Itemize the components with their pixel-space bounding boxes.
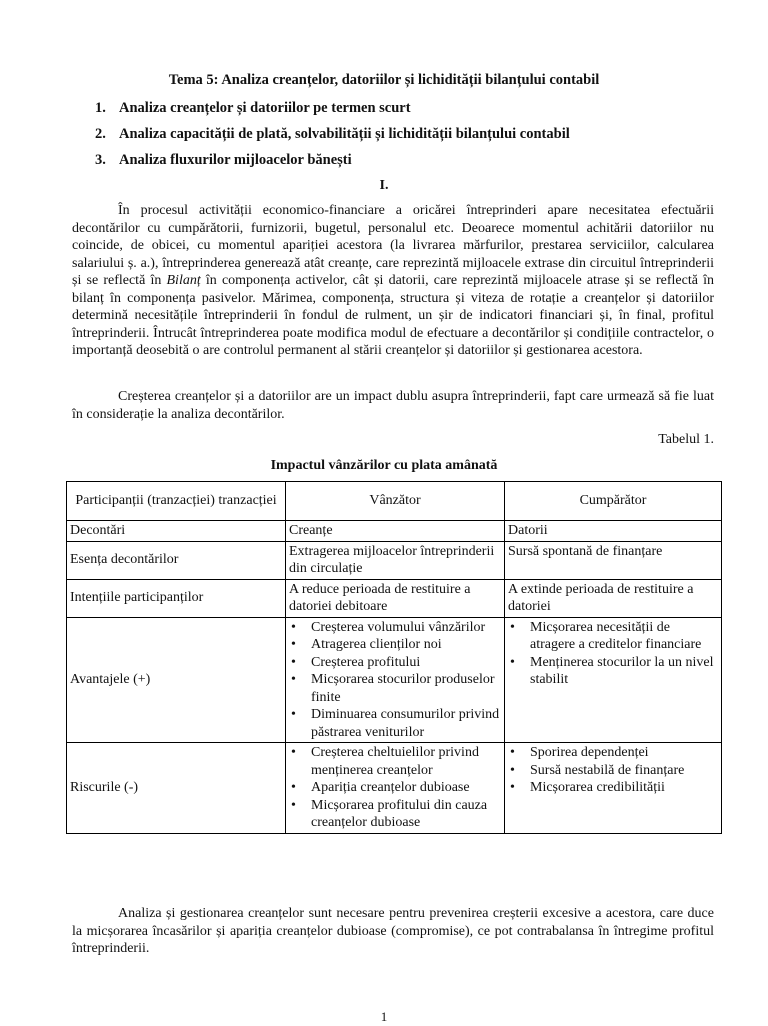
table-header-row <box>67 482 722 521</box>
impact-table <box>66 481 722 834</box>
row-label: Intențiile participanților <box>67 579 286 617</box>
bullet-list <box>289 744 501 832</box>
table-row-advantages <box>67 617 722 743</box>
seller-cell: Extragerea mijloacelor întreprinderii din circulație <box>286 541 505 579</box>
list-item: • Micșorarea profitului din cauza creanțelor dubioase <box>311 797 501 832</box>
document-title: Tema 5: Analiza creanțelor, datoriilor și lichidității bilanțului contabil <box>168 72 600 88</box>
table-row <box>67 579 722 617</box>
impact-paragraph: Creșterea creanțelor și a datoriilor are un impact dublu asupra întreprinderii, fapt care urmează să fie luat în considerație la analiza decontărilor. <box>72 389 714 422</box>
table-title: Impactul vânzărilor cu plata amânată <box>270 458 498 473</box>
bullet-list <box>508 619 718 689</box>
row-label: Decontări <box>67 521 286 542</box>
seller-cell: Creanțe <box>286 521 505 542</box>
page-number: 1 <box>380 1009 388 1024</box>
outline-item: 2. Analiza capacității de plată, solvabilității și lichidității bilanțului contabil <box>95 126 570 142</box>
buyer-cell: Sursă spontană de finanțare <box>505 541 722 579</box>
list-item: • Atragerea clienților noi <box>311 636 501 654</box>
row-label: Esența decontărilor <box>67 541 286 579</box>
table-row-risks <box>67 743 722 834</box>
outline-item: 1. Analiza creanțelor și datoriilor pe termen scurt <box>95 100 411 116</box>
table-number: Tabelul 1. <box>658 432 714 447</box>
seller-cell: A reduce perioada de restituire a datoriei debitoare <box>286 579 505 617</box>
list-item: • Creșterea volumului vânzărilor <box>311 619 501 637</box>
list-item: • Diminuarea consumurilor privind păstrarea veniturilor <box>311 706 501 741</box>
row-label: Riscurile (-) <box>67 743 286 834</box>
list-item: • Sursă nestabilă de finanțare <box>530 762 718 780</box>
list-item: • Menținerea stocurilor la un nivel stabilit <box>530 654 718 689</box>
buyer-cell: Datorii <box>505 521 722 542</box>
list-item: • Micșorarea credibilității <box>530 779 718 797</box>
buyer-cell: A extinde perioada de restituire a datoriei <box>505 579 722 617</box>
topic-outline <box>95 98 570 176</box>
bullet-list <box>508 744 718 797</box>
list-item: • Micșorarea stocurilor produselor finite <box>311 671 501 706</box>
outline-item: 3. Analiza fluxurilor mijloacelor bănești <box>95 152 352 168</box>
header-cell: Participanții (tranzacției) tranzacției <box>67 482 286 521</box>
list-item: • Micșorarea necesității de atragere a creditelor financiare <box>530 619 718 654</box>
list-item: • Creșterea cheltuielilor privind menținerea creanțelor <box>311 744 501 779</box>
seller-cell <box>286 743 505 834</box>
buyer-cell <box>505 617 722 743</box>
buyer-cell <box>505 743 722 834</box>
row-label: Avantajele (+) <box>67 617 286 743</box>
seller-cell <box>286 617 505 743</box>
list-item: • Apariția creanțelor dubioase <box>311 779 501 797</box>
header-cell: Vânzător <box>286 482 505 521</box>
bullet-list <box>289 619 501 742</box>
conclusion-paragraph: Analiza și gestionarea creanțelor sunt necesare pentru prevenirea creșterii excesive a acestora, care duce la micșorarea încasărilor și apariția creanțelor dubioase (compromise), ce pot contrabalansa în întregime profitul întreprinderii. <box>72 906 714 956</box>
section-heading: I. <box>379 178 389 193</box>
intro-paragraph: În procesul activității economico-financiare a oricărei întreprinderi apare necesitatea efectuării decontărilor cu cumpărătorii, furnizorii, bugetul, personalul etc. Deoarece momentul achitării datoriilor nu coincide, de obicei, cu momentul apariției acestora (la livrarea mărfurilor, prestarea serviciilor, calcularea salariului ș. a.), întreprinderea generează atât creanțe, care reprezintă mijloacele extrase din circuitul întreprinderii și se reflectă în Bilanț în componența activelor, cât și datorii, care reprezintă mijloacele atrase și se reflectă în bilanț în componența pasivelor. Mărimea, componența, structura și viteza de rotație a creanțelor și datoriilor determină necesitățile întreprinderii în fondul de rulment, un șir de indicatori financiari și, în final, profitul întreprinderii. Întrucât întreprinderea poate modifica modul de efectuare a decontărilor și condițiile contractelor, o importanță deosebită o are controlul permanent al stării creanțelor și datoriilor și gestionarea acestora. <box>72 203 714 358</box>
table-row <box>67 521 722 542</box>
list-item: • Sporirea dependenței <box>530 744 718 762</box>
list-item: • Creșterea profitului <box>311 654 501 672</box>
header-cell: Cumpărător <box>505 482 722 521</box>
table-row <box>67 541 722 579</box>
